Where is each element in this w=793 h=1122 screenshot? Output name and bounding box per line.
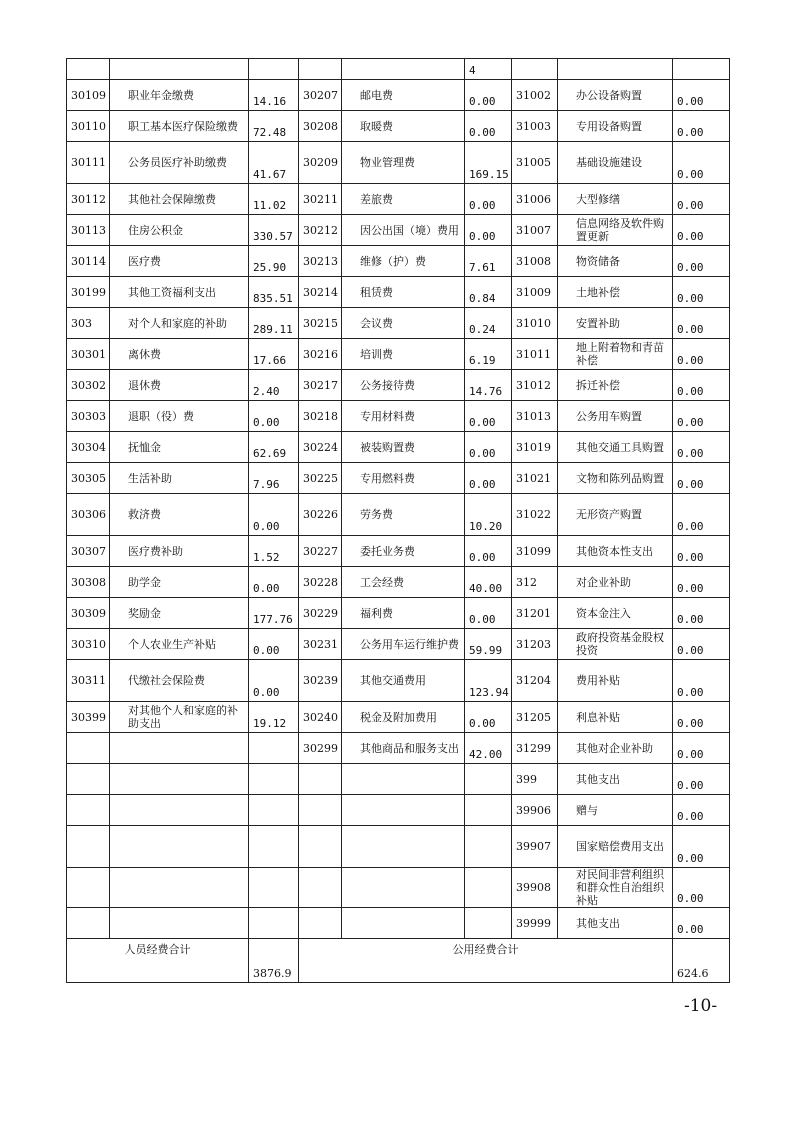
cell-name-1 <box>110 733 249 764</box>
cell-code-2 <box>299 826 342 868</box>
cell-name-3: 基础设施建设 <box>558 142 673 184</box>
table-row <box>67 826 730 868</box>
cell-name-2 <box>342 764 465 795</box>
table-row <box>67 142 730 184</box>
personnel-total-value: 3876.9 <box>249 939 299 983</box>
cell-value-3: 0.00 <box>673 494 730 536</box>
cell-value-3: 0.00 <box>673 536 730 567</box>
cell-name-1: 退职（役）费 <box>110 401 249 432</box>
cell-code-1: 30110 <box>67 111 110 142</box>
table-row <box>67 660 730 702</box>
cell-code-1: 30199 <box>67 277 110 308</box>
cell-code-2: 30208 <box>299 111 342 142</box>
cell-name-2: 物业管理费 <box>342 142 465 184</box>
cell-value-2 <box>465 764 512 795</box>
cell-code-1: 30307 <box>67 536 110 567</box>
cell-value-2: 0.00 <box>465 432 512 463</box>
cell-name-3: 无形资产购置 <box>558 494 673 536</box>
cell-value-3: 0.00 <box>673 660 730 702</box>
cell-name-1: 对个人和家庭的补助 <box>110 308 249 339</box>
cell-name-1: 其他工资福利支出 <box>110 277 249 308</box>
cell-name-2: 租赁费 <box>342 277 465 308</box>
cell-code-2: 30240 <box>299 702 342 733</box>
cell-value-3: 0.00 <box>673 370 730 401</box>
cell-value-1: 0.00 <box>249 401 299 432</box>
cell-name-2: 公务用车运行维护费 <box>342 629 465 660</box>
cell-name-1: 助学金 <box>110 567 249 598</box>
cell-value-1 <box>249 826 299 868</box>
cell-value-3: 0.00 <box>673 339 730 370</box>
cell-code-1: 30309 <box>67 598 110 629</box>
cell-value-3: 0.00 <box>673 215 730 246</box>
cell-value-1: 1.52 <box>249 536 299 567</box>
cell-value-2: 0.84 <box>465 277 512 308</box>
cell-code-1: 30306 <box>67 494 110 536</box>
cell-code-3: 39908 <box>512 868 558 908</box>
cell-name-3: 其他资本性支出 <box>558 536 673 567</box>
table-row <box>67 215 730 246</box>
table-row <box>67 494 730 536</box>
cell-value-1: 7.96 <box>249 463 299 494</box>
cell-value-2: 0.00 <box>465 598 512 629</box>
cell-code-3: 31019 <box>512 432 558 463</box>
cell-name-1: 职工基本医疗保险缴费 <box>110 111 249 142</box>
cell-code-2: 30213 <box>299 246 342 277</box>
budget-table <box>66 58 730 983</box>
cell-name-3: 物资储备 <box>558 246 673 277</box>
cell-value-2: 42.00 <box>465 733 512 764</box>
cell-code-3: 31005 <box>512 142 558 184</box>
cell-value-1: 835.51 <box>249 277 299 308</box>
cell-code-2: 30227 <box>299 536 342 567</box>
cell-name-1: 其他社会保障缴费 <box>110 184 249 215</box>
budget-table-body <box>67 59 730 939</box>
cell-code-3: 31201 <box>512 598 558 629</box>
cell-code-1 <box>67 795 110 826</box>
cell-code-3: 31204 <box>512 660 558 702</box>
cell-code-2: 30216 <box>299 339 342 370</box>
cell-name-3: 费用补贴 <box>558 660 673 702</box>
cell-name-2: 劳务费 <box>342 494 465 536</box>
cell-code-1: 30114 <box>67 246 110 277</box>
cell-code-2 <box>299 764 342 795</box>
cell-name-1 <box>110 764 249 795</box>
cell-code-1 <box>67 764 110 795</box>
cell-code-2: 30215 <box>299 308 342 339</box>
cell-code-2: 30211 <box>299 184 342 215</box>
cell-code-3: 31012 <box>512 370 558 401</box>
table-row <box>67 629 730 660</box>
table-row <box>67 59 730 80</box>
cell-value-1: 0.00 <box>249 660 299 702</box>
cell-code-2: 30228 <box>299 567 342 598</box>
cell-name-1: 医疗费 <box>110 246 249 277</box>
cell-value-3: 0.00 <box>673 702 730 733</box>
cell-code-3: 31011 <box>512 339 558 370</box>
cell-name-1: 对其他个人和家庭的补助支出 <box>110 702 249 733</box>
cell-value-1 <box>249 868 299 908</box>
cell-name-2: 取暖费 <box>342 111 465 142</box>
cell-name-2: 培训费 <box>342 339 465 370</box>
totals-row <box>67 939 730 983</box>
cell-code-1: 30302 <box>67 370 110 401</box>
table-row <box>67 795 730 826</box>
cell-code-3: 31099 <box>512 536 558 567</box>
table-row <box>67 277 730 308</box>
cell-value-2 <box>465 908 512 939</box>
cell-code-1 <box>67 59 110 80</box>
cell-name-2: 被装购置费 <box>342 432 465 463</box>
cell-value-1 <box>249 764 299 795</box>
cell-code-1 <box>67 868 110 908</box>
cell-code-2 <box>299 59 342 80</box>
cell-code-2: 30218 <box>299 401 342 432</box>
cell-value-1: 330.57 <box>249 215 299 246</box>
cell-value-2: 0.00 <box>465 536 512 567</box>
cell-value-2: 0.00 <box>465 463 512 494</box>
cell-name-3: 对企业补助 <box>558 567 673 598</box>
cell-code-1: 303 <box>67 308 110 339</box>
cell-value-1: 11.02 <box>249 184 299 215</box>
cell-name-3: 利息补贴 <box>558 702 673 733</box>
cell-value-1: 0.00 <box>249 567 299 598</box>
cell-code-2: 30225 <box>299 463 342 494</box>
cell-name-3: 大型修缮 <box>558 184 673 215</box>
cell-value-1 <box>249 795 299 826</box>
cell-value-1: 289.11 <box>249 308 299 339</box>
cell-value-2: 4 <box>465 59 512 80</box>
table-row <box>67 401 730 432</box>
cell-value-1: 19.12 <box>249 702 299 733</box>
table-row <box>67 702 730 733</box>
cell-name-2: 因公出国（境）费用 <box>342 215 465 246</box>
cell-code-3: 31010 <box>512 308 558 339</box>
cell-value-3: 0.00 <box>673 764 730 795</box>
cell-value-1 <box>249 59 299 80</box>
cell-value-2: 6.19 <box>465 339 512 370</box>
cell-code-2: 30207 <box>299 80 342 111</box>
cell-name-2 <box>342 908 465 939</box>
cell-code-1 <box>67 908 110 939</box>
cell-code-3: 31021 <box>512 463 558 494</box>
cell-name-1: 公务员医疗补助缴费 <box>110 142 249 184</box>
cell-value-2: 169.15 <box>465 142 512 184</box>
cell-name-3: 其他对企业补助 <box>558 733 673 764</box>
cell-name-1: 个人农业生产补贴 <box>110 629 249 660</box>
table-row <box>67 111 730 142</box>
cell-code-3: 31013 <box>512 401 558 432</box>
cell-code-1: 30311 <box>67 660 110 702</box>
cell-name-3: 政府投资基金股权投资 <box>558 629 673 660</box>
cell-name-3: 赠与 <box>558 795 673 826</box>
cell-value-3: 0.00 <box>673 142 730 184</box>
cell-value-3: 0.00 <box>673 598 730 629</box>
cell-value-2: 0.00 <box>465 702 512 733</box>
cell-code-3: 31203 <box>512 629 558 660</box>
cell-name-1: 抚恤金 <box>110 432 249 463</box>
cell-value-2 <box>465 795 512 826</box>
cell-name-1 <box>110 795 249 826</box>
cell-code-3: 312 <box>512 567 558 598</box>
cell-name-3: 其他支出 <box>558 764 673 795</box>
cell-value-2: 14.76 <box>465 370 512 401</box>
cell-code-2: 30299 <box>299 733 342 764</box>
cell-code-3: 39907 <box>512 826 558 868</box>
cell-value-3: 0.00 <box>673 567 730 598</box>
cell-code-2 <box>299 868 342 908</box>
table-row <box>67 80 730 111</box>
cell-code-3: 31006 <box>512 184 558 215</box>
cell-code-2: 30226 <box>299 494 342 536</box>
cell-code-2: 30229 <box>299 598 342 629</box>
public-total-value: 624.6 <box>673 939 730 983</box>
cell-value-3: 0.00 <box>673 733 730 764</box>
cell-value-3: 0.00 <box>673 908 730 939</box>
table-row <box>67 908 730 939</box>
cell-name-2 <box>342 868 465 908</box>
cell-code-3: 31022 <box>512 494 558 536</box>
cell-value-2: 123.94 <box>465 660 512 702</box>
cell-code-3: 39999 <box>512 908 558 939</box>
cell-name-1: 救济费 <box>110 494 249 536</box>
cell-name-1: 生活补助 <box>110 463 249 494</box>
table-row <box>67 184 730 215</box>
table-row <box>67 463 730 494</box>
public-total-label: 公用经费合计 <box>299 939 673 983</box>
cell-name-2: 维修（护）费 <box>342 246 465 277</box>
cell-code-3: 31007 <box>512 215 558 246</box>
cell-name-3: 土地补偿 <box>558 277 673 308</box>
cell-value-3: 0.00 <box>673 184 730 215</box>
cell-value-2 <box>465 826 512 868</box>
table-row <box>67 339 730 370</box>
cell-code-2: 30209 <box>299 142 342 184</box>
cell-code-2: 30224 <box>299 432 342 463</box>
cell-code-1: 30109 <box>67 80 110 111</box>
cell-code-3: 31299 <box>512 733 558 764</box>
cell-value-3: 0.00 <box>673 868 730 908</box>
cell-code-2 <box>299 795 342 826</box>
cell-name-1: 代缴社会保险费 <box>110 660 249 702</box>
cell-value-1: 41.67 <box>249 142 299 184</box>
cell-value-1: 72.48 <box>249 111 299 142</box>
cell-code-1 <box>67 826 110 868</box>
table-row <box>67 432 730 463</box>
cell-name-2: 其他商品和服务支出 <box>342 733 465 764</box>
table-row <box>67 567 730 598</box>
cell-name-2: 会议费 <box>342 308 465 339</box>
cell-code-2: 30217 <box>299 370 342 401</box>
cell-value-2: 7.61 <box>465 246 512 277</box>
cell-value-1: 0.00 <box>249 494 299 536</box>
cell-code-3: 399 <box>512 764 558 795</box>
table-row <box>67 246 730 277</box>
cell-code-1: 30399 <box>67 702 110 733</box>
cell-code-3: 31008 <box>512 246 558 277</box>
cell-value-2: 10.20 <box>465 494 512 536</box>
cell-value-1: 62.69 <box>249 432 299 463</box>
cell-value-3: 0.00 <box>673 277 730 308</box>
cell-name-3: 安置补助 <box>558 308 673 339</box>
table-row <box>67 598 730 629</box>
cell-name-2 <box>342 795 465 826</box>
cell-value-3: 0.00 <box>673 463 730 494</box>
cell-value-1: 17.66 <box>249 339 299 370</box>
cell-code-1: 30112 <box>67 184 110 215</box>
cell-value-3: 0.00 <box>673 401 730 432</box>
cell-value-3: 0.00 <box>673 111 730 142</box>
cell-value-3: 0.00 <box>673 795 730 826</box>
cell-code-3: 31009 <box>512 277 558 308</box>
cell-name-1: 医疗费补助 <box>110 536 249 567</box>
cell-name-3: 信息网络及软件购置更新 <box>558 215 673 246</box>
cell-code-1: 30308 <box>67 567 110 598</box>
cell-name-2: 福利费 <box>342 598 465 629</box>
cell-name-3: 对民间非营利组织和群众性自治组织补贴 <box>558 868 673 908</box>
cell-name-3: 公务用车购置 <box>558 401 673 432</box>
cell-value-1 <box>249 908 299 939</box>
cell-code-1: 30304 <box>67 432 110 463</box>
cell-value-2: 0.00 <box>465 215 512 246</box>
cell-code-1: 30303 <box>67 401 110 432</box>
cell-value-2: 0.24 <box>465 308 512 339</box>
cell-code-2: 30214 <box>299 277 342 308</box>
cell-name-1 <box>110 59 249 80</box>
cell-code-3 <box>512 59 558 80</box>
cell-name-2 <box>342 826 465 868</box>
personnel-total-label: 人员经费合计 <box>67 939 249 983</box>
cell-value-3 <box>673 59 730 80</box>
cell-value-2: 0.00 <box>465 184 512 215</box>
cell-code-2: 30239 <box>299 660 342 702</box>
cell-value-3: 0.00 <box>673 80 730 111</box>
cell-name-1: 退休费 <box>110 370 249 401</box>
cell-code-1: 30310 <box>67 629 110 660</box>
cell-name-3: 拆迁补偿 <box>558 370 673 401</box>
cell-code-3: 31002 <box>512 80 558 111</box>
table-row <box>67 308 730 339</box>
cell-name-3: 国家赔偿费用支出 <box>558 826 673 868</box>
cell-value-3: 0.00 <box>673 308 730 339</box>
cell-code-2: 30231 <box>299 629 342 660</box>
cell-value-2: 59.99 <box>465 629 512 660</box>
cell-name-3: 地上附着物和青苗补偿 <box>558 339 673 370</box>
cell-value-1: 14.16 <box>249 80 299 111</box>
cell-value-1: 177.76 <box>249 598 299 629</box>
cell-name-1: 离休费 <box>110 339 249 370</box>
cell-value-1: 25.90 <box>249 246 299 277</box>
cell-code-1 <box>67 733 110 764</box>
cell-name-1: 奖励金 <box>110 598 249 629</box>
cell-name-1 <box>110 826 249 868</box>
cell-name-2: 专用燃料费 <box>342 463 465 494</box>
cell-name-2: 工会经费 <box>342 567 465 598</box>
cell-value-3: 0.00 <box>673 826 730 868</box>
cell-name-3: 其他交通工具购置 <box>558 432 673 463</box>
cell-name-3: 文物和陈列品购置 <box>558 463 673 494</box>
cell-name-3 <box>558 59 673 80</box>
cell-name-3: 办公设备购置 <box>558 80 673 111</box>
table-row <box>67 733 730 764</box>
cell-name-1: 职业年金缴费 <box>110 80 249 111</box>
cell-value-1: 2.40 <box>249 370 299 401</box>
table-row <box>67 536 730 567</box>
table-row <box>67 868 730 908</box>
cell-code-2 <box>299 908 342 939</box>
cell-name-2: 委托业务费 <box>342 536 465 567</box>
cell-code-1: 30111 <box>67 142 110 184</box>
cell-name-1 <box>110 868 249 908</box>
cell-name-1 <box>110 908 249 939</box>
cell-value-2: 0.00 <box>465 111 512 142</box>
cell-code-3: 31003 <box>512 111 558 142</box>
cell-name-2: 专用材料费 <box>342 401 465 432</box>
cell-name-2 <box>342 59 465 80</box>
cell-value-1 <box>249 733 299 764</box>
cell-value-2: 0.00 <box>465 80 512 111</box>
cell-code-3: 39906 <box>512 795 558 826</box>
cell-value-3: 0.00 <box>673 432 730 463</box>
cell-value-3: 0.00 <box>673 246 730 277</box>
cell-value-3: 0.00 <box>673 629 730 660</box>
cell-code-2: 30212 <box>299 215 342 246</box>
cell-value-2 <box>465 868 512 908</box>
cell-code-1: 30113 <box>67 215 110 246</box>
table-row <box>67 370 730 401</box>
cell-name-1: 住房公积金 <box>110 215 249 246</box>
cell-code-3: 31205 <box>512 702 558 733</box>
cell-name-3: 资本金注入 <box>558 598 673 629</box>
cell-name-2: 公务接待费 <box>342 370 465 401</box>
cell-value-2: 0.00 <box>465 401 512 432</box>
cell-value-2: 40.00 <box>465 567 512 598</box>
cell-name-2: 其他交通费用 <box>342 660 465 702</box>
cell-name-2: 税金及附加费用 <box>342 702 465 733</box>
cell-code-1: 30301 <box>67 339 110 370</box>
cell-name-2: 差旅费 <box>342 184 465 215</box>
page-number: -10- <box>684 996 718 1016</box>
cell-code-1: 30305 <box>67 463 110 494</box>
cell-value-1: 0.00 <box>249 629 299 660</box>
cell-name-3: 专用设备购置 <box>558 111 673 142</box>
cell-name-2: 邮电费 <box>342 80 465 111</box>
cell-name-3: 其他支出 <box>558 908 673 939</box>
table-row <box>67 764 730 795</box>
